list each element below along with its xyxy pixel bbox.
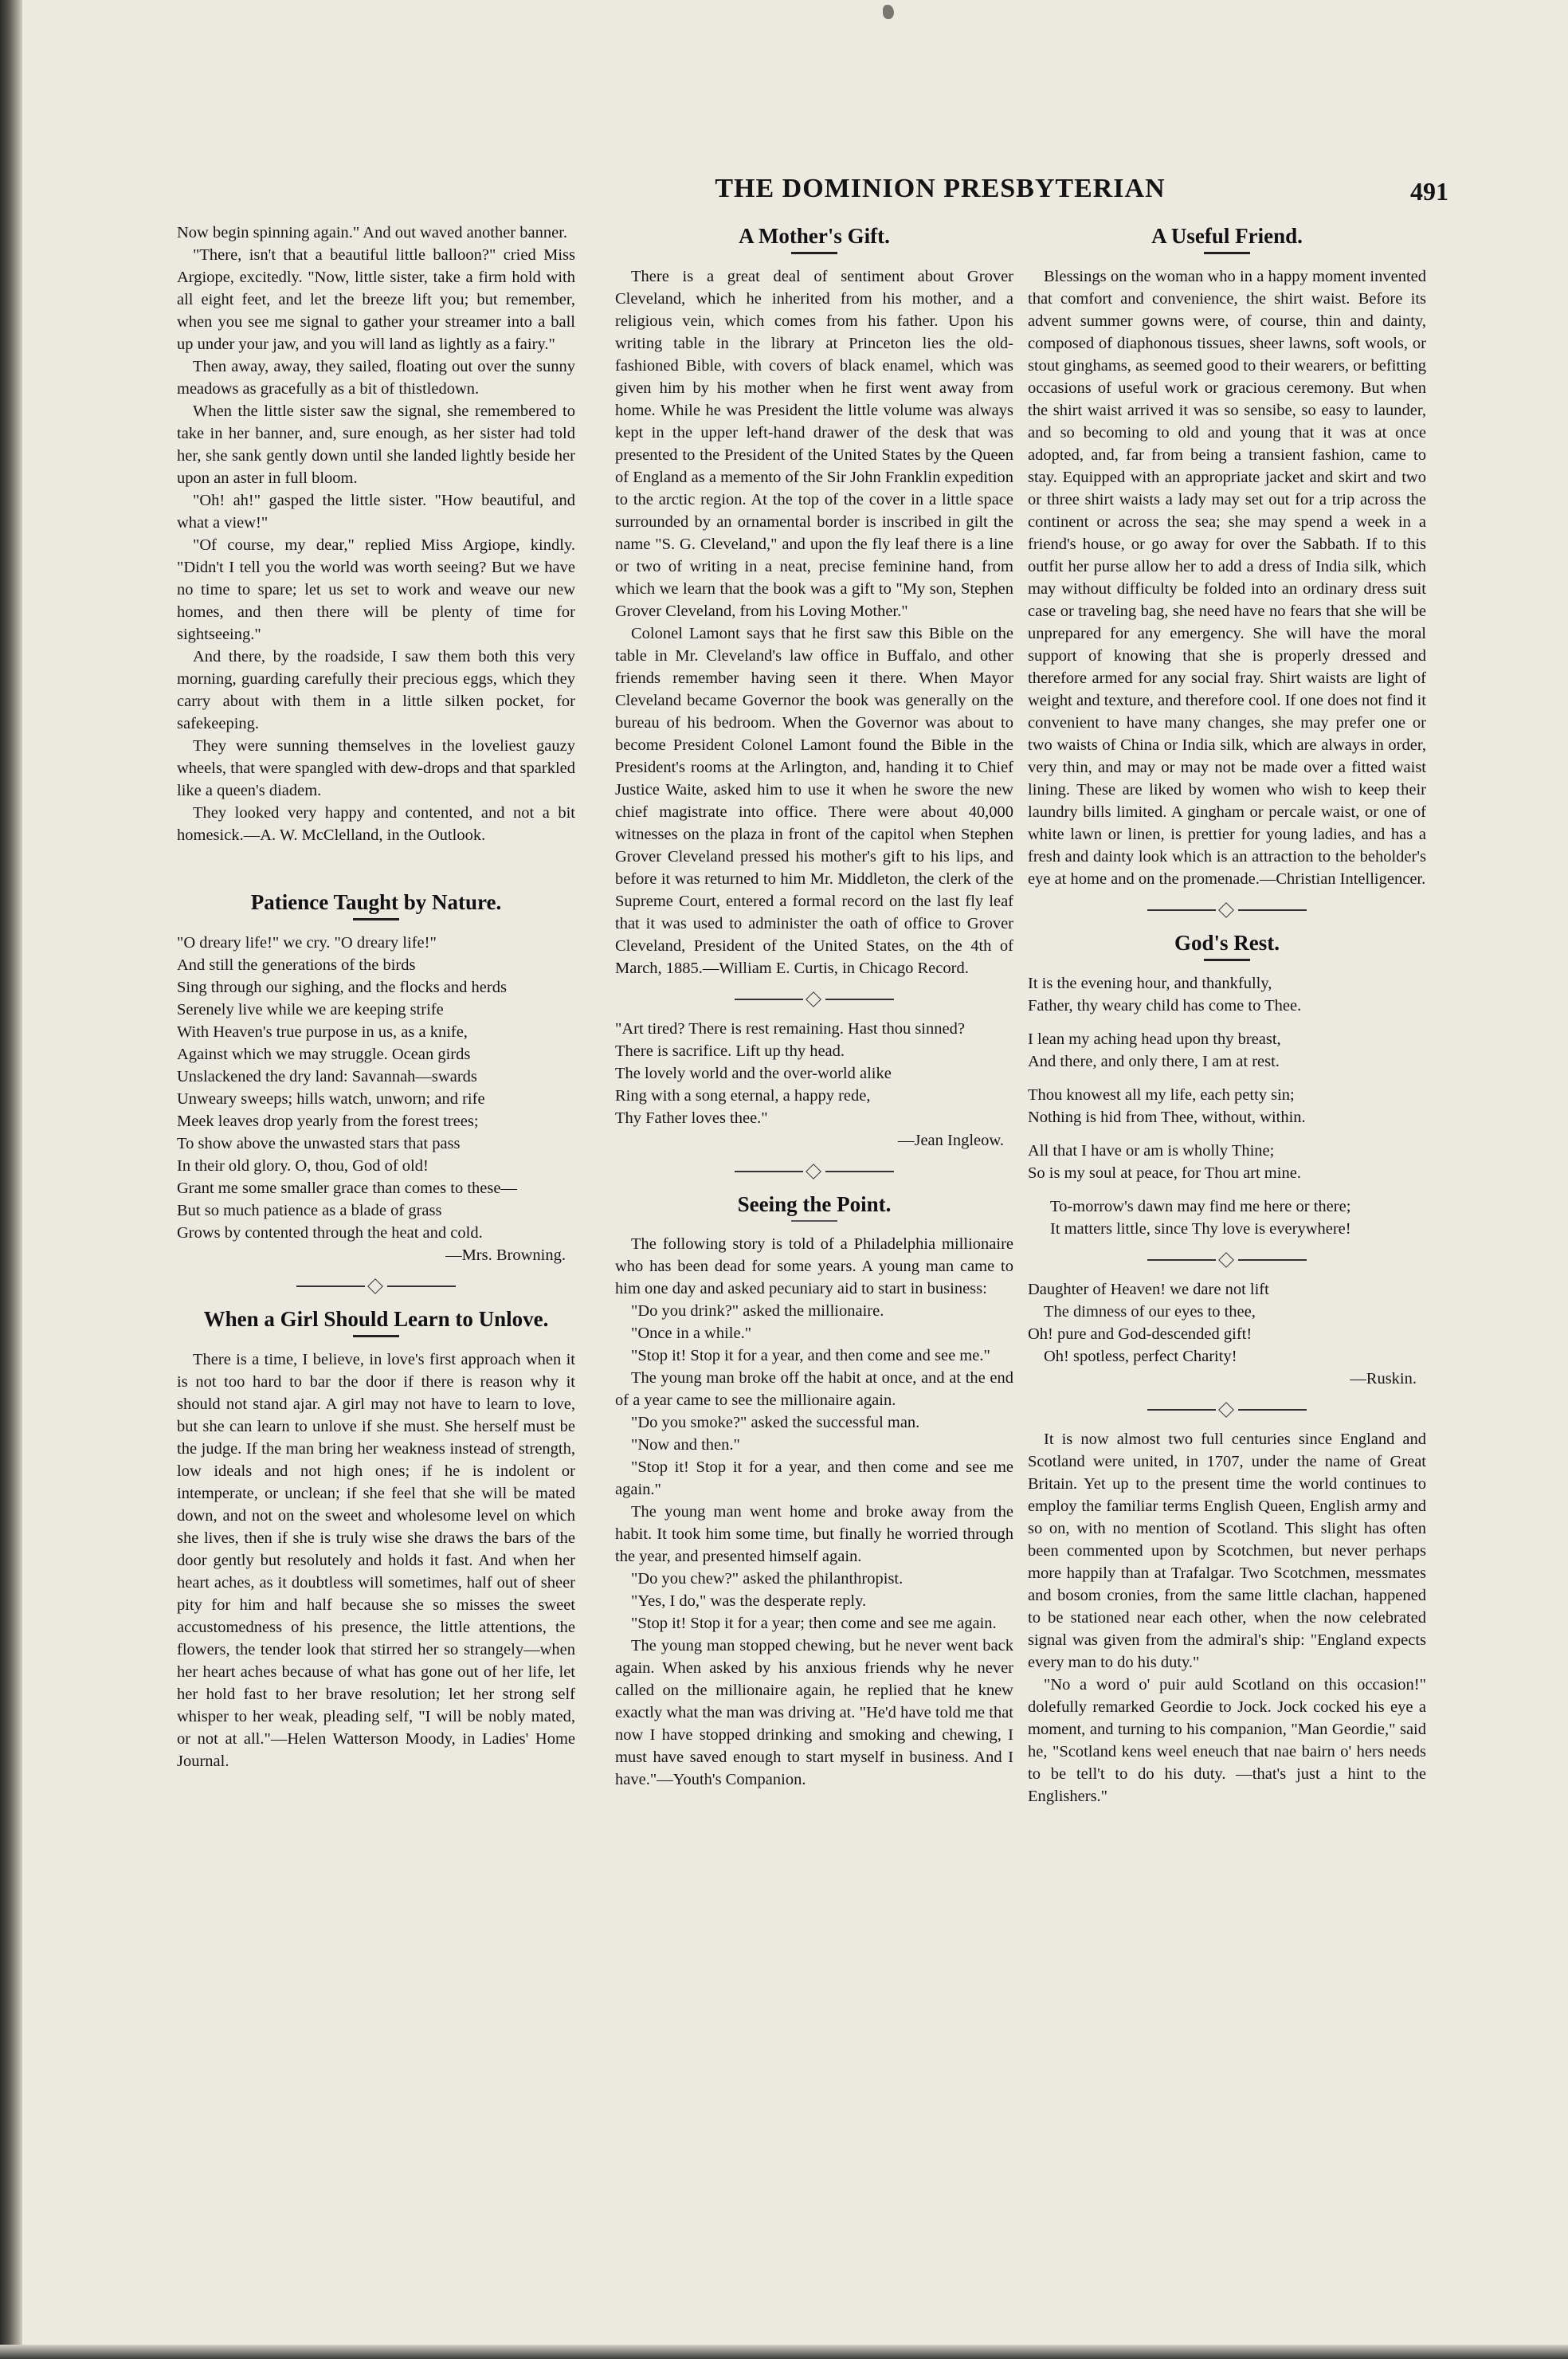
poem-line: To-morrow's dawn may find me here or there; <box>1050 1198 1351 1215</box>
article-paragraph: Colonel Lamont says that he first saw this Bible on the table in Mr. Cleveland's law office in Buffalo, and other friends remember having seen it there. When Mayor Cleveland became Governor the book was generally on the bureau of his bedroom. When the Governor was about to become President Colonel Lamont found the Bible in the President's rooms at the Arlington, and, handing it to Chief Justice Waite, asked him to use it when he swore the new chief magistrate into office. There were about 40,000 witnesses on the plaza in front of the capitol when Stephen Grover Cleveland pressed his mother's gift to his lips, and before it was returned to him Mr. Middleton, the clerk of the Supreme Court, entered a formal record on the last fly leaf that it was used to administer the oath of office to Grover Cleveland, President of the United States, on the 4th of March, 1885.—William E. Curtis, in Chicago Record. <box>615 625 1013 977</box>
poem-line: It is the evening hour, and thankfully, <box>1028 975 1272 992</box>
poem-line: It matters little, since Thy love is everywhere! <box>1050 1220 1351 1238</box>
article-paragraph: "Yes, I do," was the desperate reply. <box>631 1592 867 1610</box>
article-title-patience: Patience Taught by Nature. <box>250 890 502 914</box>
poem-line: All that I have or am is wholly Thine; <box>1028 1142 1275 1160</box>
poem-signature: —Ruskin. <box>1350 1370 1417 1388</box>
article-paragraph: "Once in a while." <box>631 1324 752 1342</box>
poem-line: Unweary sweeps; hills watch, unworn; and rife <box>177 1090 485 1108</box>
poem-line: So is my soul at peace, for Thou art mine. <box>1028 1164 1301 1182</box>
article-paragraph: "Now and then." <box>631 1435 740 1454</box>
diamond-ornament-icon <box>1218 1402 1234 1418</box>
poem-line: And still the generations of the birds <box>177 956 416 974</box>
poem-line: To show above the unwasted stars that pass <box>177 1135 461 1152</box>
section-ornament <box>1147 1401 1307 1419</box>
story-paragraph: Now begin spinning again." And out waved another banner. <box>177 224 568 241</box>
article-title-unlove: When a Girl Should Learn to Unlove. <box>203 1307 549 1331</box>
poem-line: There is sacrifice. Lift up thy head. <box>615 1042 845 1060</box>
page-number: 491 <box>1410 177 1448 206</box>
title-rule <box>353 1335 399 1337</box>
poem-line: The lovely world and the over-world alike <box>615 1065 892 1082</box>
diamond-ornament-icon <box>806 991 821 1007</box>
article-paragraph: The young man broke off the habit at once, and at the end of a year came to see the millionaire again. <box>615 1368 1013 1409</box>
poem-line: Father, thy weary child has come to Thee. <box>1028 997 1302 1015</box>
poem-line: Serenely live while we are keeping strife <box>177 1001 444 1019</box>
article-title-friend: A Useful Friend. <box>1151 224 1303 248</box>
story-paragraph: They were sunning themselves in the loveliest gauzy wheels, that were spangled with dew-drops and that sparkled like a queen's diadem. <box>177 737 575 799</box>
article-title-gift: A Mother's Gift. <box>739 224 890 248</box>
article-paragraph: There is a time, I believe, in love's first approach when it is not too hard to bar the door if there is reason why it should not stand ajar. A girl may not have to learn to love, but she can learn to unlove if she must. She herself must be the judge. If the man bring her weakness instead of strength, low ideals and not high ones; if he is indolent or intemperate, or unclean; if she feel that she will be mated down, and not on the sweet and wholesome level on which she lives, then if she is truly wise she draws the bars of the door gently but resolutely and holds it fast. And when her heart aches, as it doubtless will sometimes, half out of sheer pity for him and half because she so misses the sweet accustomedness of his presence, the little attentions, the flowers, the tender look that stirred her so strangely—when her heart aches because of what has gone out of her life, let her hold fast to her brave resolution; let her strong self whisper to her weak, pleading self, "I will be nobly mated, or not at all."—Helen Watterson Moody, in Ladies' Home Journal. <box>177 1351 575 1770</box>
title-rule <box>353 918 399 920</box>
section-ornament <box>735 1163 894 1180</box>
article-paragraph: It is now almost two full centuries since England and Scotland were united, in 1707, under the name of Great Britain. Yet up to the present time the world continues to employ the familiar terms English Queen, English army and so on, with no mention of Scotland. This slight has often been commented upon by Scotchmen, but never perhaps more happily than at Trafalgar. Two Scotchmen, messmates and bosom cronies, from the same little clachan, happened to be stationed near each other, when the now celebrated signal was given from the admiral's ship: "England expects every man to do his duty." <box>1028 1431 1426 1671</box>
poem-line: In their old glory. O, thou, God of old! <box>177 1157 429 1175</box>
poem-line: Nothing is hid from Thee, without, within. <box>1028 1109 1306 1126</box>
article-paragraph: The following story is told of a Philadelphia millionaire who has been dead for some years. A young man came to him one day and asked pecuniary aid to start in business: <box>615 1234 1013 1297</box>
article-paragraph: The young man stopped chewing, but he never went back again. When asked by his anxious friends why he never called on the millionaire again, he replied that he knew exactly what the man was driving at. "He'd have told me that now I have stopped drinking and smoking and chewing, I must have saved enough to start myself in business. And I have."—Youth's Companion. <box>615 1636 1013 1788</box>
poem-signature: —Jean Ingleow. <box>897 1132 1004 1149</box>
section-ornament <box>1147 901 1307 919</box>
story-paragraph: Then away, away, they sailed, floating out over the sunny meadows as gracefully as a bit of thistledown. <box>177 358 575 398</box>
story-paragraph: "Of course, my dear," replied Miss Argiope, kindly. "Didn't I tell you the world was worth seeing? But we have no time to spare; let us set to work and weave our new homes, and then there will be plenty of time for sightseeing." <box>177 536 575 643</box>
article-paragraph: Blessings on the woman who in a happy moment invented that comfort and convenience, the shirt waist. Before its advent summer gowns were, of course, thin and dainty, composed of diaphonous tissues, sheer lawns, soft wools, or stout ginghams, as seemed good to their wearers, or befitting occasions of useful work or gracious ceremony. But when the shirt waist arrived it was so sensibe, so easy to launder, and so becoming to old and young that it was at once adopted, and, far from being a transient fashion, came to stay. Equipped with an appropriate jacket and skirt and two or three shirt waists a lady may set out for a trip across the continent or across the sea; she may spend a week in a friend's house, or go away for over the Sabbath. If to this outfit her purse allow her to add a dress of India silk, which may without difficulty be folded into an ordinary dress suit case or traveling bag, she need have no fears that she will be unprepared for any emergency. She will have the moral support of knowing that she is properly dressed and therefore armed for any social fray. Shirt waists are light of weight and texture, and therefore cool. If one does not find it convenient to have many changes, she may prefer one or two waists of China or India silk, which are always in order, very thin, and may or may not be made over a fitted waist lining. These are liked by women who wish to keep their laundry bills limited. A gingham or percale waist, or one of white lawn or linen, is prettier for young ladies, and has a fresh and dainty look which is an attraction to the beholder's eye at home and on the promenade.—Christian Intelligencer. <box>1028 268 1426 888</box>
diamond-ornament-icon <box>1218 1252 1234 1268</box>
diamond-ornament-icon <box>806 1164 821 1180</box>
story-paragraph: "Oh! ah!" gasped the little sister. "How beautiful, and what a view!" <box>177 492 575 532</box>
article-paragraph: "No a word o' puir auld Scotland on this occasion!" dolefully remarked Geordie to Jock. Jock cocked his eye a moment, and turning to his companion, "Man Geordie," said he, "Scotland kens weel eneuch that nae bairn o' hers needs to be tell't to do his duty. —that's just a hint to the Englishers." <box>1028 1676 1426 1805</box>
title-rule <box>1204 959 1250 961</box>
page-bottom-edge <box>0 2345 1568 2359</box>
column-right <box>1028 222 1426 2262</box>
title-rule <box>791 252 837 254</box>
article-paragraph: "Stop it! Stop it for a year; then come and see me again. <box>631 1614 997 1632</box>
column-left <box>177 222 575 2262</box>
poem-line: Oh! pure and God-descended gift! <box>1028 1325 1252 1343</box>
diamond-ornament-icon <box>367 1278 383 1294</box>
poem-line: I lean my aching head upon thy breast, <box>1028 1030 1281 1048</box>
poem-line: Daughter of Heaven! we dare not lift <box>1028 1281 1269 1298</box>
running-head: THE DOMINION PRESBYTERIAN <box>715 174 1166 203</box>
poem-line: Meek leaves drop yearly from the forest trees; <box>177 1113 479 1130</box>
article-paragraph: "Stop it! Stop it for a year, and then come and see me." <box>631 1346 990 1364</box>
poem-line: And there, and only there, I am at rest. <box>1028 1053 1280 1070</box>
poem-line: The dimness of our eyes to thee, <box>1044 1303 1256 1321</box>
article-paragraph: "Do you smoke?" asked the successful man. <box>631 1413 920 1431</box>
column-middle <box>615 222 1013 2262</box>
poem-signature: —Mrs. Browning. <box>445 1246 566 1264</box>
article-title-point: Seeing the Point. <box>737 1192 892 1216</box>
title-rule <box>1204 252 1250 254</box>
title-rule <box>791 1220 837 1222</box>
poem-line: But so much patience as a blade of grass <box>177 1202 442 1219</box>
article-paragraph: "Do you chew?" asked the philanthropist. <box>631 1569 904 1588</box>
poem-line: Grant me some smaller grace than comes to these— <box>177 1180 517 1197</box>
section-ornament <box>735 991 894 1008</box>
poem-line: "O dreary life!" we cry. "O dreary life!" <box>177 934 437 952</box>
poem-line: With Heaven's true purpose in us, as a knife, <box>177 1023 468 1041</box>
story-paragraph: "There, isn't that a beautiful little balloon?" cried Miss Argiope, excitedly. "Now, little sister, take a firm hold with all eight feet, and let the breeze lift you; but remember, when you see me signal to gather your streamer into a ball up under your jaw, and you will land as lightly as a fairy." <box>177 246 575 353</box>
section-ornament <box>296 1278 456 1295</box>
section-ornament <box>1147 1251 1307 1269</box>
story-paragraph: And there, by the roadside, I saw them both this very morning, guarding carefully their precious eggs, which they carry about with them in a little silken pocket, for safekeeping. <box>177 648 575 732</box>
poem-line: Thou knowest all my life, each petty sin; <box>1028 1086 1295 1104</box>
article-paragraph: The young man went home and broke away from the habit. It took him some time, but finally he worried through the year, and presented himself again. <box>615 1502 1013 1565</box>
story-paragraph: They looked very happy and contented, and not a bit homesick.—A. W. McClelland, in the Outlook. <box>177 804 575 844</box>
article-paragraph: "Stop it! Stop it for a year, and then come and see me again." <box>615 1458 1013 1498</box>
poem-line: Ring with a song eternal, a happy rede, <box>615 1087 871 1105</box>
poem-line: Grows by contented through the heat and cold. <box>177 1224 483 1242</box>
page-binding-edge <box>0 0 22 2359</box>
poem-line: Thy Father loves thee." <box>615 1109 768 1127</box>
diamond-ornament-icon <box>1218 902 1234 918</box>
poem-line: Sing through our sighing, and the flocks and herds <box>177 979 507 996</box>
article-paragraph: "Do you drink?" asked the millionaire. <box>631 1301 884 1320</box>
ink-blot <box>883 5 894 19</box>
poem-line: Oh! spotless, perfect Charity! <box>1044 1348 1237 1365</box>
story-paragraph: When the little sister saw the signal, she remembered to take in her banner, and, sure enough, as her sister had told her, she sank gently down until she landed lightly beside her upon an aster in full bloom. <box>177 402 575 487</box>
poem-line: Against which we may struggle. Ocean girds <box>177 1046 471 1063</box>
poem-line: Unslackened the dry land: Savannah—swards <box>177 1068 477 1085</box>
article-title-gods-rest: God's Rest. <box>1174 931 1280 955</box>
article-paragraph: There is a great deal of sentiment about Grover Cleveland, which he inherited from his mother, and a religious vein, which comes from his father. Upon his writing table in the library at Princeton lies the old-fashioned Bible, with covers of black enamel, which was given him by his mother when he first went away from home. While he was President the little volume was always kept in the upper left-hand drawer of the desk that was presented to the President of the United States by the Queen of England as a memento of the Sir John Franklin expedition to the arctic region. At the top of the cover in a little space surrounded by an ornamental border is inscribed in gilt the name "S. G. Cleveland," and upon the fly leaf there is a line or two of writing in a neat, precise feminine hand, from which we learn that the book was a gift to "My son, Stephen Grover Cleveland, from his Loving Mother." <box>615 268 1013 620</box>
poem-line: "Art tired? There is rest remaining. Hast thou sinned? <box>615 1020 965 1038</box>
